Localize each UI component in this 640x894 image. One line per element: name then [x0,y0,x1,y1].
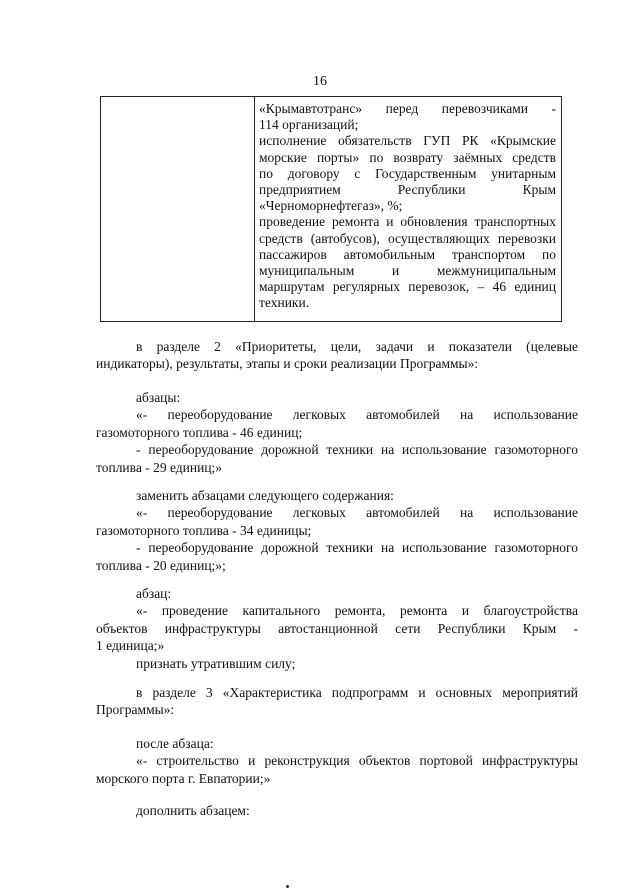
text-line: «- строительство и реконструкция объектов портовой инфраструктуры [136,753,578,769]
paragraph-old-abzacy [96,389,578,476]
paragraph-abzac-invalid [96,585,578,672]
text-line: морского порта г. Евпатории;» [96,770,271,786]
paragraph-supplement [96,802,578,819]
table-text-line: 114 организаций; [259,117,359,133]
indicators-table [100,96,562,322]
table-right-column [259,101,556,312]
table-text-line: техники. [259,295,310,311]
table-text-line: морские порты» по возврату заёмных средств [259,149,556,165]
table-text-line: «Черноморнефтегаз», %; [259,198,403,214]
text-line: признать утратившим силу; [136,655,296,671]
text-line: «- переоборудование легковых автомобилей на использование [136,505,578,521]
table-text-line: исполнение обязательств ГУП РК «Крымские [259,133,556,149]
text-line: заменить абзацами следующего содержания: [136,488,394,503]
text-line: после абзаца: [136,736,214,751]
text-line: дополнить абзацем: [136,803,250,818]
text-line: абзацы: [136,390,181,405]
text-line: газомоторного топлива - 34 единицы; [96,522,312,538]
text-line: топлива - 29 единиц;» [96,459,223,475]
table-text-line: средств (автобусов), осуществляющих перевозки [259,230,556,246]
table-left-column [101,97,255,321]
text-line: объектов инфраструктуры автостанционной сети Республики Крым - [96,620,578,636]
page-number: 16 [313,74,327,89]
text-line: «- переоборудование легковых автомобилей на использование [136,407,578,423]
text-line: Программы»: [96,702,175,718]
text-line: - переоборудование дорожной техники на использование газомоторного [136,442,578,458]
paragraph-replace-abzacy [96,487,578,574]
text-line: индикаторы), результаты, этапы и сроки реализации Программы»: [96,356,479,372]
text-line: - переоборудование дорожной техники на использование газомоторного [136,540,578,556]
text-line: в разделе 2 «Приоритеты, цели, задачи и показатели (целевые [136,339,578,354]
text-line: в разделе 3 «Характеристика подпрограмм и основных мероприятий [136,685,578,700]
table-text-line: «Крымавтотранс» перед перевозчиками - [259,101,556,116]
table-text-line: муниципальным и межмуниципальным [259,263,556,279]
paragraph-section-3 [96,684,578,719]
text-line: топлива - 20 единиц;»; [96,557,226,573]
text-line: газомоторного топлива - 46 единиц; [96,424,303,440]
paragraph-after-abzac [96,735,578,787]
table-text-line: по договору с Государственным унитарным [259,165,556,181]
text-line: 1 единица;» [96,638,165,654]
text-line: «- проведение капитального ремонта, ремонта и благоустройства [136,603,578,619]
table-text-line: проведение ремонта и обновления транспортных [259,214,556,230]
table-text-line: предприятием Республики Крым [259,182,556,198]
paragraph-section-2 [96,338,578,373]
scan-speck [286,885,289,888]
text-line: абзац: [136,586,172,601]
table-text-line: пассажиров автомобильным транспортом по [259,246,556,262]
table-text-line: маршрутам регулярных перевозок, – 46 единиц [259,279,556,295]
